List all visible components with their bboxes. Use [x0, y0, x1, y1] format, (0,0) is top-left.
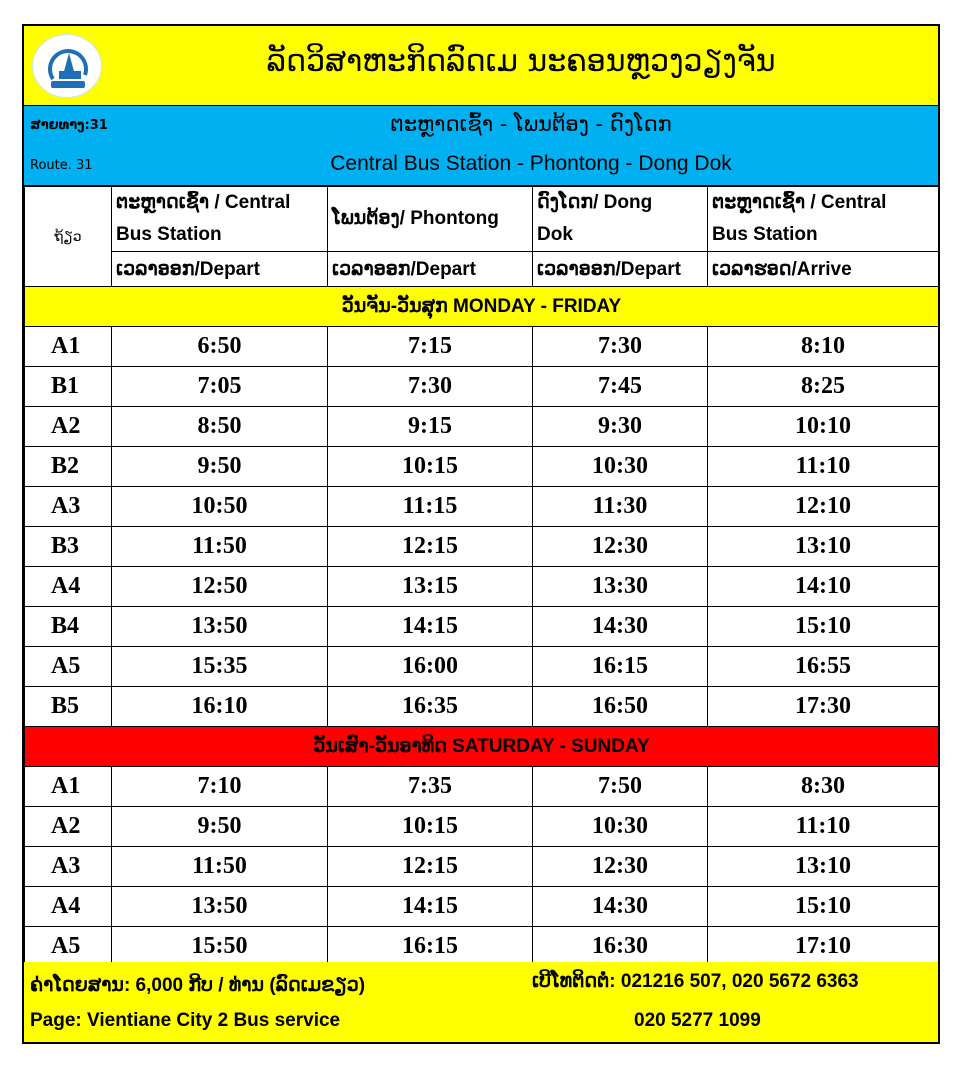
time-cell: 11:10	[708, 447, 939, 487]
time-cell: 10:50	[112, 487, 328, 527]
time-cell: 16:55	[708, 647, 939, 687]
time-cell: 15:50	[112, 927, 328, 967]
time-cell: 15:10	[708, 607, 939, 647]
time-cell: 14:30	[533, 607, 708, 647]
page-link-text: Page: Vientiane City 2 Bus service	[30, 1010, 341, 1031]
footer-info	[24, 962, 938, 1042]
stop-header: ໂພນຕ້ອງ/ Phontong	[328, 187, 533, 252]
time-cell: 14:10	[708, 567, 939, 607]
time-cell: 15:10	[708, 887, 939, 927]
schedule-row	[25, 927, 939, 967]
trip-id: A2	[25, 807, 112, 847]
time-cell: 9:30	[533, 407, 708, 447]
time-cell: 7:45	[533, 367, 708, 407]
time-type-label: ເວລາອອກ/Depart	[328, 252, 533, 287]
time-type-label: ເວລາຮອດ/Arrive	[708, 252, 939, 287]
trip-id: B4	[25, 607, 112, 647]
bus-timetable	[22, 24, 940, 1044]
time-cell: 7:15	[328, 327, 533, 367]
time-cell: 11:30	[533, 487, 708, 527]
weekday-band	[25, 287, 939, 327]
time-cell: 10:15	[328, 447, 533, 487]
time-cell: 8:30	[708, 767, 939, 807]
trip-id: A5	[25, 647, 112, 687]
fare-text: ຄ່າໂດຍສານ: 6,000 ກີບ / ທ່ານ (ລົດເມຂຽວ)	[30, 975, 366, 996]
time-cell: 11:15	[328, 487, 533, 527]
schedule-row	[25, 407, 939, 447]
time-cell: 7:30	[533, 327, 708, 367]
weekend-band	[25, 727, 939, 767]
time-type-label: ເວລາອອກ/Depart	[533, 252, 708, 287]
time-cell: 8:25	[708, 367, 939, 407]
time-cell: 12:50	[112, 567, 328, 607]
page-title: ລັດວິສາຫະກິດລົດເມ ນະຄອນຫຼວງວຽງຈັນ	[266, 44, 776, 79]
time-cell: 9:50	[112, 807, 328, 847]
weekend-schedule	[25, 767, 939, 967]
contact-text: ເບີໂທຕິດຕໍ່: 021216 507, 020 5672 6363	[532, 971, 859, 992]
stop-header-row	[25, 187, 939, 252]
trip-id: A4	[25, 567, 112, 607]
schedule-row	[25, 487, 939, 527]
time-cell: 10:30	[533, 447, 708, 487]
stop-header: ດົງໂດກ/ Dong Dok	[533, 187, 708, 252]
time-cell: 16:15	[328, 927, 533, 967]
phone2-text: 020 5277 1099	[634, 1010, 761, 1031]
schedule-row	[25, 887, 939, 927]
time-cell: 11:50	[112, 527, 328, 567]
time-cell: 8:10	[708, 327, 939, 367]
schedule-row	[25, 767, 939, 807]
time-cell: 16:00	[328, 647, 533, 687]
trip-id: B3	[25, 527, 112, 567]
time-cell: 12:30	[533, 527, 708, 567]
route-lao-label: ສາຍທາງ:31	[30, 118, 108, 133]
title-banner	[24, 26, 938, 106]
trip-id: B5	[25, 687, 112, 727]
time-cell: 13:15	[328, 567, 533, 607]
schedule-row	[25, 527, 939, 567]
route-en-banner	[24, 146, 938, 186]
trip-id: A3	[25, 847, 112, 887]
route-en-name: Central Bus Station - Phontong - Dong Dok	[330, 152, 732, 175]
schedule-row	[25, 447, 939, 487]
time-cell: 12:30	[533, 847, 708, 887]
trip-id: A4	[25, 887, 112, 927]
schedule-row	[25, 367, 939, 407]
time-cell: 7:10	[112, 767, 328, 807]
time-cell: 11:10	[708, 807, 939, 847]
stop-header: ຕະຫຼາດເຊົ້າ / Central Bus Station	[708, 187, 939, 252]
time-cell: 14:30	[533, 887, 708, 927]
trip-id: A3	[25, 487, 112, 527]
weekend-label: ວັນເສົາ-ວັນອາທິດ SATURDAY - SUNDAY	[25, 727, 939, 767]
trip-id: A2	[25, 407, 112, 447]
trip-id: B1	[25, 367, 112, 407]
trip-column-header: ຖ້ຽວ	[25, 187, 112, 287]
time-cell: 7:30	[328, 367, 533, 407]
time-type-label: ເວລາອອກ/Depart	[112, 252, 328, 287]
weekday-label: ວັນຈັນ-ວັນສຸກ MONDAY - FRIDAY	[25, 287, 939, 327]
schedule-row	[25, 687, 939, 727]
time-cell: 16:30	[533, 927, 708, 967]
stop-header: ຕະຫຼາດເຊົ້າ / Central Bus Station	[112, 187, 328, 252]
route-en-label: Route. 31	[30, 158, 93, 173]
time-cell: 7:35	[328, 767, 533, 807]
schedule-row	[25, 607, 939, 647]
schedule-grid	[24, 186, 939, 967]
time-type-row	[25, 252, 939, 287]
weekday-schedule	[25, 327, 939, 727]
trip-id: A5	[25, 927, 112, 967]
company-logo	[32, 34, 102, 98]
time-cell: 13:50	[112, 607, 328, 647]
trip-id: A1	[25, 327, 112, 367]
time-cell: 6:50	[112, 327, 328, 367]
time-cell: 16:15	[533, 647, 708, 687]
time-cell: 16:10	[112, 687, 328, 727]
route-lao-name: ຕະຫຼາດເຊົ້າ - ໂພນຕ້ອງ - ດົງໂດກ	[390, 112, 672, 136]
time-cell: 10:10	[708, 407, 939, 447]
time-cell: 7:05	[112, 367, 328, 407]
time-cell: 12:15	[328, 847, 533, 887]
time-cell: 16:35	[328, 687, 533, 727]
schedule-row	[25, 847, 939, 887]
time-cell: 14:15	[328, 607, 533, 647]
time-cell: 10:30	[533, 807, 708, 847]
route-lao-banner	[24, 106, 938, 146]
time-cell: 10:15	[328, 807, 533, 847]
time-cell: 7:50	[533, 767, 708, 807]
time-cell: 13:50	[112, 887, 328, 927]
schedule-row	[25, 327, 939, 367]
time-cell: 17:10	[708, 927, 939, 967]
time-cell: 13:10	[708, 527, 939, 567]
schedule-row	[25, 567, 939, 607]
time-cell: 12:15	[328, 527, 533, 567]
time-cell: 8:50	[112, 407, 328, 447]
time-cell: 12:10	[708, 487, 939, 527]
time-cell: 13:10	[708, 847, 939, 887]
time-cell: 9:50	[112, 447, 328, 487]
time-cell: 9:15	[328, 407, 533, 447]
time-cell: 17:30	[708, 687, 939, 727]
time-cell: 14:15	[328, 887, 533, 927]
time-cell: 16:50	[533, 687, 708, 727]
schedule-row	[25, 647, 939, 687]
schedule-row	[25, 807, 939, 847]
trip-id: A1	[25, 767, 112, 807]
time-cell: 15:35	[112, 647, 328, 687]
time-cell: 13:30	[533, 567, 708, 607]
time-cell: 11:50	[112, 847, 328, 887]
trip-id: B2	[25, 447, 112, 487]
